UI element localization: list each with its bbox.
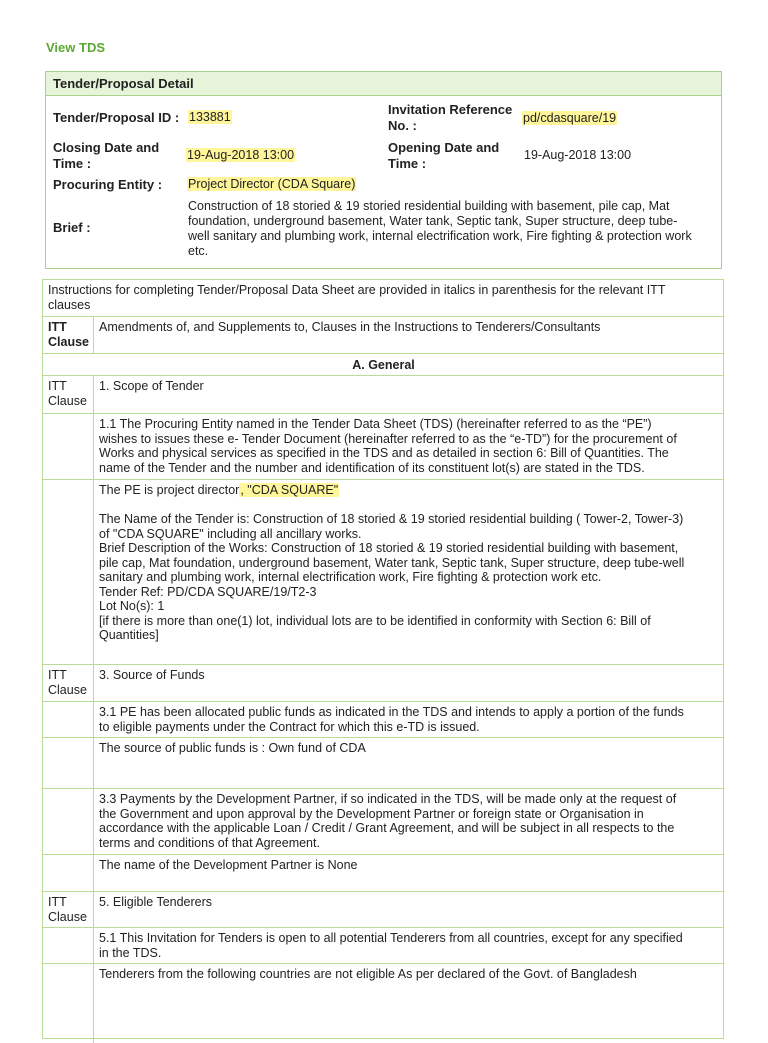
itt-clause-label: ITT Clause [43, 376, 94, 413]
itt-clause-label: ITT Clause [43, 892, 94, 927]
itt-table [42, 279, 724, 1039]
table-row [43, 737, 723, 788]
table-row [43, 479, 723, 664]
page-title: View TDS [46, 40, 106, 55]
scope-heading: 1. Scope of Tender [99, 379, 204, 393]
source-funds-heading: 3. Source of Funds [99, 668, 205, 682]
tender-detail-heading: Tender/Proposal Detail [46, 72, 721, 96]
tender-id-label: Tender/Proposal ID : [53, 110, 180, 125]
brief-label: Brief : [53, 220, 91, 235]
procuring-entity-value: Project Director (CDA Square) [188, 177, 356, 191]
clause-5-1-text: 5.1 This Invitation for Tenders is open to all potential Tenderers from all countries, except for any specified in the TDS. [99, 931, 683, 960]
clause-1-1-text: 1.1 The Procuring Entity named in the Tender Data Sheet (TDS) (hereinafter referred to as the “PE”) wishes to issues these e- Tender Document (hereinafter referred to as the “e-TD”) for the procurement of Works and physical services as specified in the TDS and as detailed in section 6: Bill of Quantities. The name of the Tender and the number and identification of its constituent lot(s) are stated in the TDS. [99, 417, 677, 475]
invitation-ref-label-1: Invitation Reference [388, 102, 513, 117]
invitation-ref-label-2: No. : [388, 118, 417, 133]
itt-clause-label: ITT Clause [43, 317, 94, 353]
table-row [43, 316, 723, 353]
table-row [43, 664, 723, 701]
pe-prefix: The PE is project director [99, 483, 240, 497]
pe-details-text: The PE is project director, "CDA SQUARE" The Name of the Tender is: Construction of 18 storied & 19 storied residential building ( Tower-2, Tower-3) of "CDA SQUARE" including all ancillary works. Brief Description of the Works: Construction of 18 storied & 19 storied residential building with basement, pile cap, Mat foundation, underground basement, Water tank, Septic tank, Super structure, deep tube-well sanitary and plumbing work, internal electrification work, Fire fighting & protection work etc. Tender Ref: PD/CDA SQUARE/19/T2-3 Lot No(s): 1 [if there is more than one(1) lot, individual lots are to be identified in conformity with Section 6: Bill of Quantities] [99, 483, 685, 642]
clause-3-1-text: 3.1 PE has been allocated public funds as indicated in the TDS and intends to apply a portion of the funds to eligible payments under the Contract for which this e-TD is issued. [99, 705, 684, 734]
instructions-text: Instructions for completing Tender/Proposal Data Sheet are provided in italics in parenthesis for the relevant ITT clauses [48, 283, 666, 312]
eligible-tenderers-heading: 5. Eligible Tenderers [99, 895, 213, 909]
clause-3-3-text: 3.3 Payments by the Development Partner, if so indicated in the TDS, will be made only at the request of the Government and upon approval by the Development Partner or foreign state or Organisation in accordance with the applicable Loan / Credit / Grant Agreement, and will be subject in all respects to the terms and conditions of that Agreement. [99, 792, 677, 850]
procuring-entity-label: Procuring Entity : [53, 177, 163, 192]
ineligible-countries: Tenderers from the following countries are not eligible As per declared of the Govt. of Bangladesh [99, 967, 637, 981]
section-row [43, 353, 723, 375]
table-row [43, 891, 723, 927]
closing-date-value: 19-Aug-2018 13:00 [187, 148, 295, 162]
itt-clause-label: ITT Clause [43, 665, 94, 701]
tender-id-value: 133881 [189, 110, 231, 124]
development-partner: The name of the Development Partner is None [99, 858, 358, 872]
table-row [43, 927, 723, 963]
opening-date-label-2: Time : [388, 156, 427, 171]
table-row [43, 963, 723, 1043]
closing-date-label-2: Time : [53, 156, 92, 171]
table-row [43, 788, 723, 854]
table-row [43, 375, 723, 413]
opening-date-label-1: Opening Date and [388, 140, 500, 155]
public-funds-source: The source of public funds is : Own fund of CDA [99, 741, 366, 755]
closing-date-label-1: Closing Date and [53, 140, 160, 155]
table-row [43, 413, 723, 479]
brief-value: Construction of 18 storied & 19 storied residential building with basement, pile cap, Mat foundation, underground basement, Water tank, Septic tank, Super structure, deep tube- well sanitary and plumbing work, internal electrification work, Fire fighting & protection work etc. [188, 199, 692, 258]
table-row [43, 701, 723, 737]
tender-detail-panel [45, 71, 722, 269]
invitation-ref-value: pd/cdasquare/19 [523, 111, 617, 125]
table-row [43, 854, 723, 891]
opening-date-value: 19-Aug-2018 13:00 [524, 148, 632, 162]
instructions-row [43, 280, 723, 316]
amendments-text: Amendments of, and Supplements to, Clauses in the Instructions to Tenderers/Consultants [99, 320, 601, 334]
section-general-heading: A. General [352, 358, 415, 372]
pe-value: , "CDA SQUARE" [240, 483, 339, 497]
